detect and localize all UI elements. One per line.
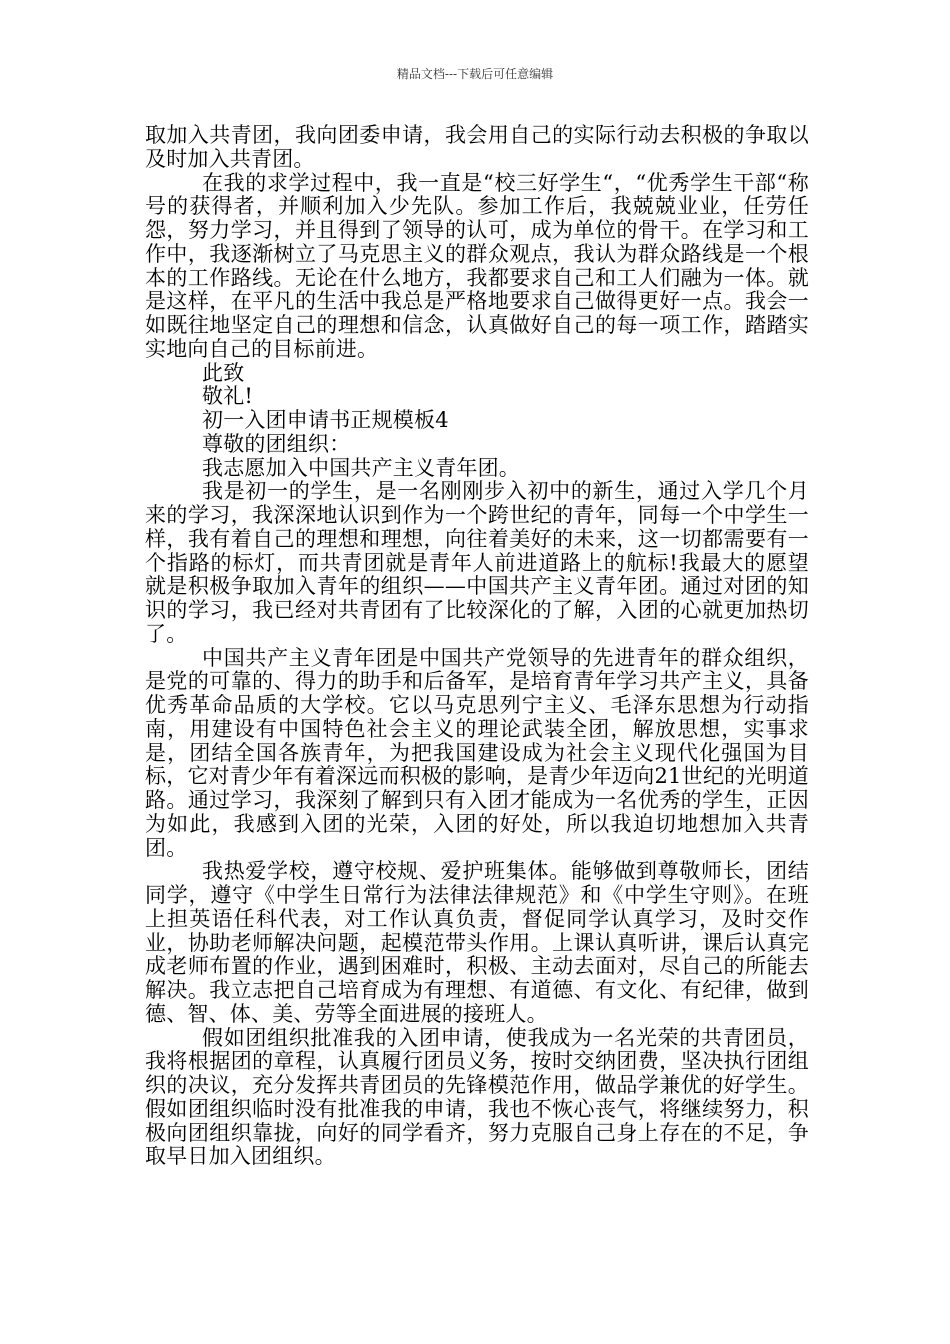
paragraph-intent: 我志愿加入中国共产主义青年团。 xyxy=(202,455,520,480)
paragraph-study-history: 在我的求学过程中，我一直是“校三好学生“，“优秀学生干部“称号的获得者，并顺利加入少先队。参加工作后，我兢兢业业，任劳任怨，努力学习，并且得到了领导的认可，成为单位的骨干。在学习和工作中，我逐渐树立了马克思主义的群众观点，我认为群众路线是一个根本的工作路线。无论在什么地方，我都要求自己和工人们融为一体。就是这样，在平凡的生活中我总是严格地要求自己做得更好一点。我会一如既往地坚定自己的理想和信念，认真做好自己的每一项工作，踏踏实实地向自己的目标前进。 xyxy=(145,170,809,361)
closing-regards: 敬礼! xyxy=(202,384,254,409)
closing-salutation: 此致 xyxy=(202,360,245,385)
paragraph-commitment: 假如团组织批准我的入团申请，使我成为一名光荣的共青团员，我将根据团的章程，认真履行团员义务，按时交纳团费，坚决执行团组织的决议，充分发挥共青团员的先锋模范作用，做品学兼优的好学生。假如团组织临时没有批准我的申请，我也不恢心丧气，将继续努力，积极向团组织靠拢，向好的同学看齐，努力克服自己身上存在的不足，争取早日加入团组织。 xyxy=(145,1025,809,1169)
letter-greeting: 尊敬的团组织： xyxy=(202,431,351,456)
paragraph-school-conduct: 我热爱学校，遵守校规、爱护班集体。能够做到尊敬师长，团结同学，遵守《中学生日常行为法律法律规范》和《中学生守则》。在班上担英语任科代表，对工作认真负责，督促同学认真学习，及时交作业，协助老师解决问题，起模范带头作用。上课认真听讲，课后认真完成老师布置的作业，遇到困难时，积极、主动去面对，尽自己的所能去解决。我立志把自己培育成为有理想、有道德、有文化、有纪律，做到德、智、体、美、劳等全面进展的接班人。 xyxy=(145,859,809,1026)
paragraph-self-intro: 我是初一的学生，是一名刚刚步入初中的新生，通过入学几个月来的学习，我深深地认识到作为一个跨世纪的青年，同每一个中学生一样，我有着自己的理想和理想，向往着美好的未来，这一切都需要有一个指路的标灯，而共青团就是青年人前进道路上的航标!我最大的愿望就是积极争取加入青年的组织——中国共产主义青年团。通过对团的知识的学习，我已经对共青团有了比较深化的了解，入团的心就更加热切了。 xyxy=(145,479,809,646)
paragraph-league-description: 中国共产主义青年团是中国共产党领导的先进青年的群众组织，是党的可靠的、得力的助手和后备军，是培育青年学习共产主义，具备优秀革命品质的大学校。它以马克思列宁主义、毛泽东思想为行动指南，用建设有中国特色社会主义的理论武装全团，解放思想，实事求是，团结全国各族青年，为把我国建设成为社会主义现代化强国为目标，它对青少年有着深远而积极的影响，是青少年迈向21世纪的光明道路。通过学习，我深刻了解到只有入团才能成为一名优秀的学生，正因为如此，我感到入团的光荣，入团的好处，所以我迫切地想加入共青团。 xyxy=(145,645,809,860)
page-header: 精品文档---下载后可任意编辑 xyxy=(396,67,554,81)
section-title: 初一入团申请书正规模板4 xyxy=(202,408,449,432)
document-body xyxy=(145,124,809,1169)
paragraph-continuation: 取加入共青团，我向团委申请，我会用自己的实际行动去积极的争取以及时加入共青团。 xyxy=(145,123,809,171)
